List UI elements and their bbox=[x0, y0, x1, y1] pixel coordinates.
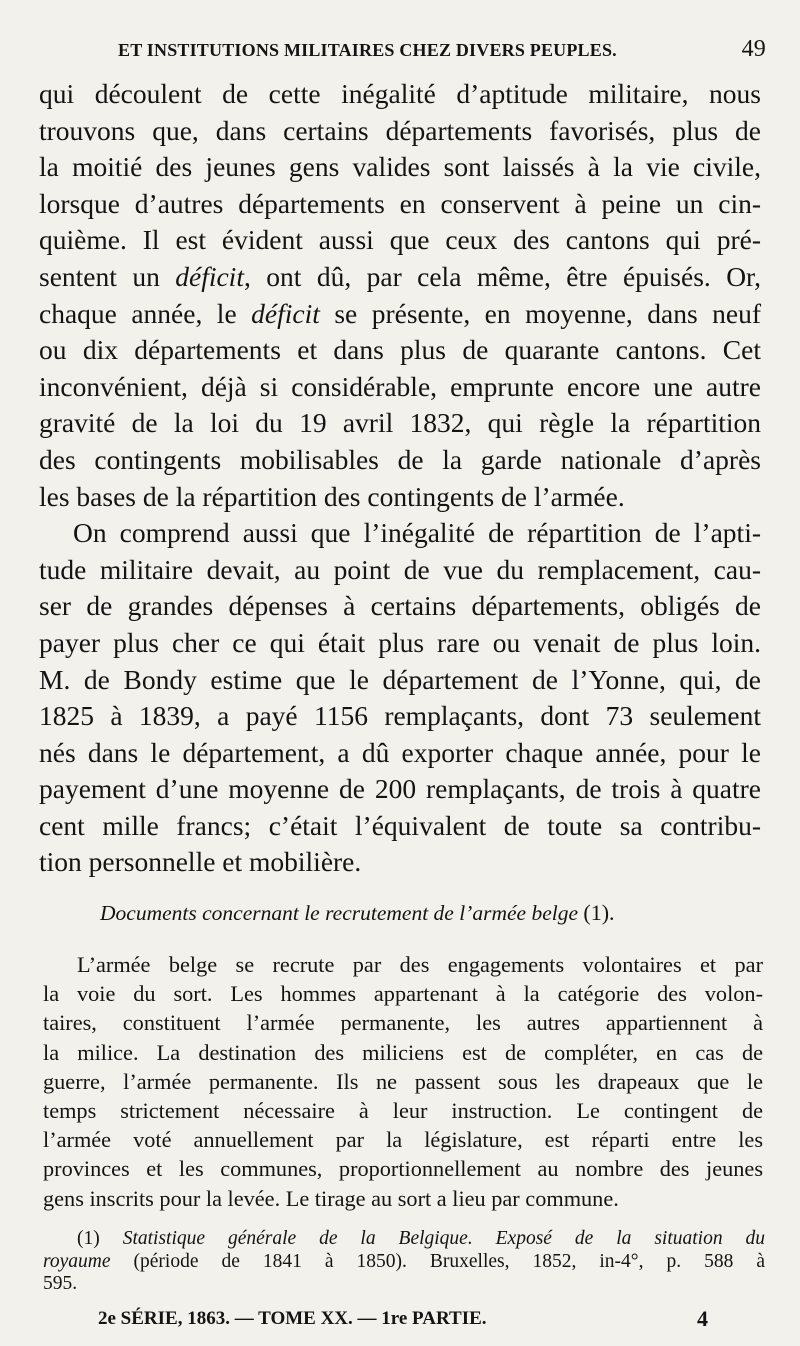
text-line: inconvénient, déjà si considérable, emprunte encore une autre bbox=[39, 370, 761, 402]
text-line: payement d’une moyenne de 200 remplaçants, de trois à quatre bbox=[39, 773, 761, 805]
running-title: ET INSTITUTIONS MILITAIRES CHEZ DIVERS PEUPLES. bbox=[118, 40, 617, 60]
text-line: l’armée voté annuellement par la législature, est réparti entre les bbox=[43, 1127, 763, 1153]
paragraph-2 bbox=[39, 515, 761, 881]
text-run: chaque année, le bbox=[39, 297, 252, 329]
text-line: tude militaire devait, au point de vue du remplacement, cau- bbox=[39, 553, 761, 585]
running-header bbox=[118, 36, 766, 66]
text-line: les bases de la répartition des contingents de l’armée. bbox=[39, 480, 625, 512]
text-line: M. de Bondy estime que le département de l’Yonne, qui, de bbox=[39, 663, 761, 695]
text-line: tion personnelle et mobilière. bbox=[39, 846, 362, 878]
text-line: ser de grandes dépenses à certains départements, obligés de bbox=[39, 590, 761, 622]
main-text bbox=[39, 76, 761, 881]
text-line: qui découlent de cette inégalité d’aptitude militaire, nous bbox=[39, 78, 761, 109]
text-line: gravité de la loi du 19 avril 1832, qui règle la répartition bbox=[39, 407, 761, 439]
text-line: la moitié des jeunes gens valides sont laissés à la vie civile, bbox=[39, 151, 761, 183]
text-line: lorsque d’autres départements en conservent à peine un cin- bbox=[39, 187, 761, 219]
text-line: guerre, l’armée permanente. Ils ne passent sous les drapeaux que le bbox=[43, 1068, 763, 1094]
text-line: nés dans le département, a dû exporter chaque année, pour le bbox=[39, 736, 761, 768]
text-line: la milice. La destination des miliciens est de compléter, en cas de bbox=[43, 1039, 763, 1065]
footnote-title: Statistique générale de la Belgique. Exposé de la situation du bbox=[122, 1228, 766, 1249]
footnote-line: 595. bbox=[43, 1273, 78, 1294]
text-line: des contingents mobilisables de la garde nationale d’après bbox=[39, 443, 761, 475]
text-line: cent mille francs; c’était l’équivalent de toute sa contribu- bbox=[39, 809, 761, 841]
text-line: On comprend aussi que l’inégalité de répartition de l’apti- bbox=[73, 517, 761, 549]
text-run: sentent un bbox=[39, 260, 176, 292]
footnote-reference: (1). bbox=[583, 900, 615, 925]
paragraph-3 bbox=[43, 950, 763, 1213]
footnote-line bbox=[43, 1228, 765, 1251]
footnote-marker: (1) bbox=[77, 1228, 100, 1249]
footnote-line bbox=[43, 1251, 765, 1274]
text-line bbox=[39, 259, 761, 296]
text-line: la voie du sort. Les hommes appartenant à la catégorie des volon- bbox=[43, 981, 763, 1007]
paragraph-1 bbox=[39, 76, 761, 515]
text-run: , ont dû, par cela même, être épuisés. Or, bbox=[243, 260, 761, 292]
text-line: gens inscrits pour la levée. Le tirage au sort a lieu par commune. bbox=[43, 1185, 619, 1211]
text-run: se présente, en moyenne, dans neuf bbox=[319, 297, 761, 329]
footnote-title: royaume bbox=[43, 1250, 111, 1272]
text-line: ou dix départements et dans plus de quarante cantons. Cet bbox=[39, 334, 761, 366]
sheet-number: 4 bbox=[697, 1306, 708, 1331]
text-line: quième. Il est évident aussi que ceux des cantons qui pré- bbox=[39, 224, 761, 256]
text-line: taires, constituent l’armée permanente, les autres appartiennent à bbox=[43, 1010, 763, 1036]
printer-signature bbox=[98, 1308, 708, 1330]
text-line: L’armée belge se recrute par des engagements volontaires et par bbox=[77, 952, 763, 977]
text-line: temps strictement nécessaire à leur instruction. Le contingent de bbox=[43, 1098, 763, 1124]
text-line: trouvons que, dans certains départements favorisés, plus de bbox=[39, 114, 761, 146]
text-line bbox=[39, 296, 761, 333]
text-line: provinces et les communes, proportionnellement au nombre des jeunes bbox=[43, 1156, 763, 1182]
page-number: 49 bbox=[741, 36, 766, 62]
signature-text: 2e SÉRIE, 1863. — TOME XX. — 1re PARTIE. bbox=[98, 1308, 487, 1329]
footnote-text: (période de 1841 à 1850). Bruxelles, 1852, in-4°, p. 588 à bbox=[110, 1250, 765, 1272]
italic-term: déficit bbox=[175, 260, 244, 292]
section-title-text: Documents concernant le recrutement de l’armée belge bbox=[100, 901, 579, 925]
italic-term: déficit bbox=[251, 297, 320, 329]
footnote bbox=[43, 1228, 765, 1296]
section-title bbox=[100, 898, 720, 928]
text-line: payer plus cher ce qui était plus rare ou venait de plus loin. bbox=[39, 626, 761, 658]
text-line: 1825 à 1839, a payé 1156 remplaçants, dont 73 seulement bbox=[39, 700, 761, 732]
